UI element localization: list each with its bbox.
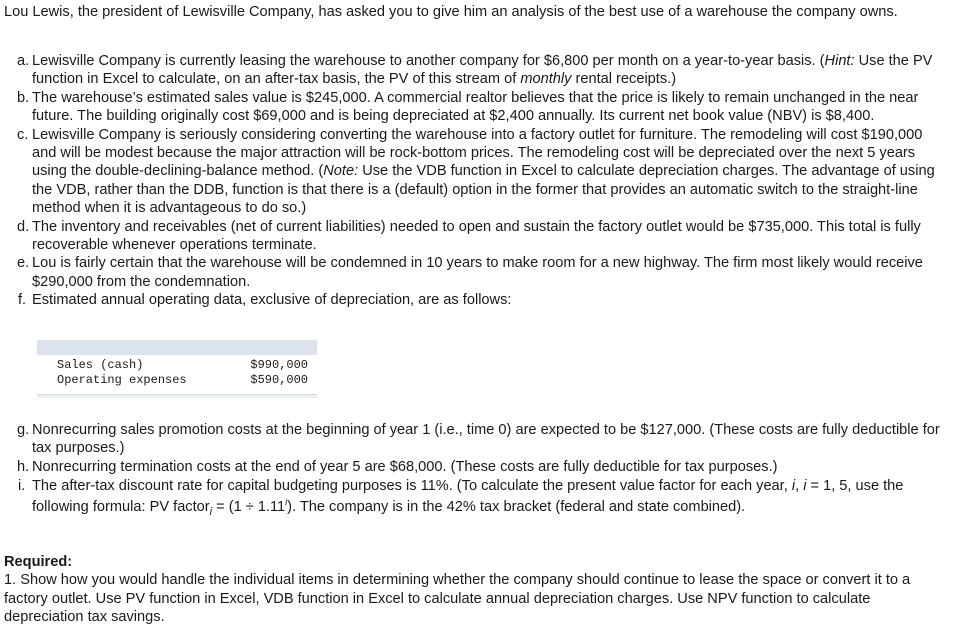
item-letter: b. <box>17 89 30 106</box>
subscript-i: i <box>209 506 213 519</box>
item-letter: i. <box>18 478 26 495</box>
table-row <box>37 373 317 388</box>
row-value: $590,000 <box>250 373 308 387</box>
item-letter: h. <box>17 458 30 475</box>
row-value: $990,000 <box>250 358 308 372</box>
item-c: c. Lewisville Company is seriously considering converting the warehouse into a factory outlet for furniture. The remodeling will cost $190,000 and will be modest because the major attraction will be rock-bottom prices. The remodeling cost will be depreciated over the next 5 years using the double-declining-balance method. (Note: Use the VDB function in Excel to calculate depreciation charges. The advantage of using the VDB, rather than the DDB, function is that there is a (default) option in the former that provides an automatic switch to the straight-line method when it is advantageous to do so.) <box>17 126 935 217</box>
item-b: b. The warehouse’s estimated sales value is $245,000. A commercial realtor believes that the price is likely to remain unchanged in the near future. The building originally cost $69,000 and is being depreciated at $2,400 annually. Its current net book value (NBV) is $8,400. <box>17 89 919 125</box>
item-e: e. Lou is fairly certain that the warehouse will be condemned in 10 years to make room for a new highway. The firm most likely would receive $290,000 from the condemnation. <box>17 255 923 290</box>
item-letter: f. <box>18 292 27 309</box>
row-label: Operating expenses <box>57 373 187 387</box>
item-f: f. Estimated annual operating data, exclusive of depreciation, are as follows: <box>18 292 512 309</box>
items-list-a-f <box>0 52 945 310</box>
item-letter: c. <box>17 126 29 143</box>
item-h: h. Nonrecurring termination costs at the end of year 5 are $68,000. (These costs are fully deductible for tax purposes.) <box>17 458 778 475</box>
item-letter: a. <box>17 53 30 69</box>
table-header-band <box>37 340 317 355</box>
item-a: a. Lewisville Company is currently leasing the warehouse to another company for $6,800 per month on a year-to-year basis. (Hint: Use the PV function in Excel to calculate, on an after-tax basis, the PV of this stream of monthly rental receipts.) <box>17 53 933 88</box>
monthly-emphasis: monthly <box>520 71 572 88</box>
item-d: d. The inventory and receivables (net of current liabilities) needed to open and sustain the factory outlet would be $735,000. This total is fully recoverable whenever operations terminate. <box>17 218 921 254</box>
operating-data-table <box>37 340 317 398</box>
required-text: 1. Show how you would handle the individual items in determining whether the company should continue to lease the space or convert it to a factory outlet. Use PV function in Excel, VDB function in Excel to calculate annual depreciation charges. Use NPV function to calculate depreciation tax savings. <box>4 572 911 626</box>
item-i: i. The after-tax discount rate for capital budgeting purposes is 11%. (To calculate the present value factor for each year, i, i = 1, 5, use the following formula: PV factor$_i$ = $(1 \div 1.11^i)$. The company is in the 42% tax bracket (federal and state combined). <box>18 478 904 519</box>
table-footer-band <box>37 394 317 398</box>
required-section <box>4 553 949 627</box>
item-letter: d. <box>17 218 30 235</box>
note-label: Note: <box>323 163 359 180</box>
item-letter: e. <box>17 255 30 272</box>
item-g: g. Nonrecurring sales promotion costs at the beginning of year 1 (i.e., time 0) are expected to be $127,000. (These costs are fully deductible for tax purposes.) <box>17 422 940 457</box>
row-label: Sales (cash) <box>57 358 144 372</box>
items-list-g-i <box>0 421 945 518</box>
intro-paragraph: Lou Lewis, the president of Lewisville Company, has asked you to give him an analysis of the best use of a warehouse the company owns. <box>4 4 898 20</box>
superscript-i: i <box>285 497 288 508</box>
table-row <box>37 358 317 373</box>
item-letter: g. <box>17 422 30 438</box>
hint-label: Hint: <box>824 53 855 69</box>
required-heading: Required: <box>4 554 73 570</box>
